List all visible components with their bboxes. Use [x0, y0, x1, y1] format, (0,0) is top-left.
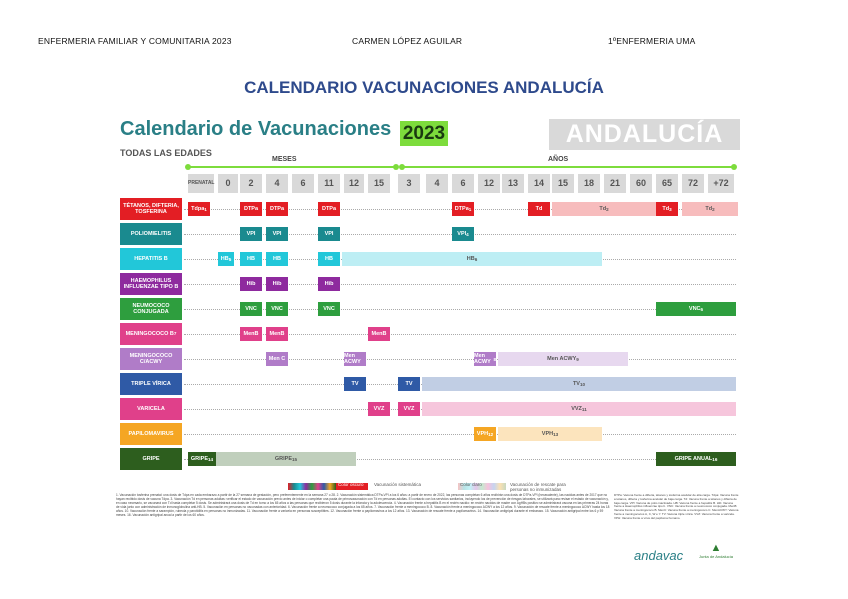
vaccine-3-1	[266, 277, 288, 291]
vaccine-note-0-6: 2	[606, 206, 609, 212]
vaccine-4-0	[240, 302, 262, 316]
vaccine-text-5-2: MenB	[371, 331, 387, 337]
age-col-16: 21	[604, 174, 626, 193]
vaccine-text-0-2: DTPa	[269, 206, 285, 212]
vaccine-10-2	[656, 452, 736, 466]
poster-subtitle: TODAS LAS EDADES	[120, 148, 212, 158]
vaccine-note-10-0: 14	[208, 456, 214, 462]
legend-dark-desc: Vacunación sistemática	[374, 482, 421, 487]
vaccine-note-8-2: 11	[581, 406, 587, 412]
vaccine-note-9-1: 13	[553, 431, 559, 437]
vaccine-text-2-4: HB	[466, 256, 475, 262]
row-label-text-7: TRIPLE VÍRICA	[131, 381, 171, 387]
vaccine-0-5	[528, 202, 550, 216]
row-label-1	[120, 223, 182, 245]
row-label-10	[120, 448, 182, 470]
poster-year: 2023	[400, 121, 448, 146]
vaccine-0-3	[318, 202, 340, 216]
vaccine-text-2-3: HB	[325, 256, 333, 262]
row-label-text-0: TÉTANOS, DIFTERIA, TOSFERINA	[123, 203, 179, 215]
vaccine-text-6-0: Men C	[268, 356, 286, 362]
vaccine-note-0-7: 3	[669, 206, 672, 212]
vaccine-note-10-1: 15	[292, 456, 298, 462]
vaccine-1-0	[240, 227, 262, 241]
age-col-9: 4	[426, 174, 448, 193]
vaccine-text-3-2: Hib	[324, 281, 334, 287]
vaccine-text-4-0: VNC	[245, 306, 257, 312]
age-col-19: 72	[682, 174, 704, 193]
age-col-5: 11	[318, 174, 340, 193]
vaccine-text-2-0: HB	[220, 256, 229, 262]
vaccine-0-8	[682, 202, 738, 216]
vaccine-text-3-0: Hib	[246, 281, 256, 287]
age-col-13: 14	[528, 174, 550, 193]
row-label-3	[120, 273, 182, 295]
vaccine-text-0-0: Tdpa	[191, 206, 205, 212]
legend-light-label: Color claro	[460, 482, 482, 487]
vaccine-0-2	[266, 202, 288, 216]
vaccine-text-5-1: MenB	[269, 331, 285, 337]
vaccine-note-6-2: 8	[493, 356, 496, 362]
years-group-label: AÑOS	[548, 156, 569, 163]
age-col-11: 12	[478, 174, 500, 193]
months-group-label: MESES	[272, 156, 297, 163]
vaccine-text-7-0: TV	[351, 381, 359, 387]
age-col-15: 18	[578, 174, 600, 193]
row-label-text-1: POLIOMIELITIS	[130, 231, 172, 237]
age-col-18: 65	[656, 174, 678, 193]
vaccine-note-7-2: 10	[579, 381, 586, 387]
vaccine-text-1-3: VPI	[457, 231, 467, 237]
row-label-text-3: HAEMOPHILUS INFLUENZAE TIPO B	[123, 278, 179, 290]
vaccine-2-3	[318, 252, 340, 266]
years-group-dot-start	[399, 164, 405, 170]
vaccine-text-1-0: VPI	[246, 231, 256, 237]
vaccine-note-0-8: 2	[712, 206, 715, 212]
row-label-text-5: MENINGOCOCO B	[125, 331, 174, 337]
legend-light-desc: Vacunación de rescate para personas no inmunizadas	[510, 482, 566, 492]
row-label-0	[120, 198, 182, 220]
poster-title: Calendario de Vacunaciones	[120, 118, 392, 140]
vaccine-text-0-6: Td	[599, 206, 607, 212]
vaccine-text-0-5: Td	[535, 206, 543, 212]
vaccine-10-0	[188, 452, 216, 466]
vaccine-text-7-1: TV	[405, 381, 413, 387]
glossary: DTPa: Vacuna frente a difteria, tétanos y tosferina acelular de alta carga. Tdpa: Vacuna frente a tétanos, difteria y tosferina acelular de baja carga. Td: Vacuna frente a tétanos y difteria de baja carga. VPI: Vacuna de polio inactivada. HB: Vacuna frente a hepatitis B. Hib: Vacuna frente a Haemophilus influenzae tipo b. VNC: Vacuna frente a neumococo conjugada. MenB: Vacuna frente a meningococo B. MenC: Vacuna frente a meningococo C. MenACWY: Vacuna frente a meningococos A, C, W e Y. TV: Vacuna triple vírica. VVZ: Vacuna frente a varicela. VPH: Vacuna frente a virus del papiloma humano.	[614, 493, 739, 520]
age-col-17: 60	[630, 174, 652, 193]
row-label-4	[120, 298, 182, 320]
vaccine-text-6-2: Men ACWY	[474, 353, 491, 365]
vaccine-text-8-2: VVZ	[571, 406, 582, 412]
vaccine-7-1	[398, 377, 420, 391]
row-label-6	[120, 348, 182, 370]
age-col-20: +72	[708, 174, 734, 193]
vaccine-10-1	[216, 452, 356, 466]
age-col-10: 6	[452, 174, 474, 193]
vaccine-note-0-0: 1	[204, 206, 207, 212]
age-col-2: 2	[240, 174, 262, 193]
vaccine-text-0-3: DTPa	[321, 206, 337, 212]
vaccine-text-1-2: VPI	[324, 231, 334, 237]
vaccine-text-5-0: MenB	[243, 331, 259, 337]
vaccine-7-0	[344, 377, 366, 391]
vaccine-note-2-0: 5	[228, 256, 232, 262]
row-label-note-5: 7	[173, 331, 177, 336]
vaccine-note-6-3: 9	[576, 356, 579, 362]
row-label-text-9: PAPILOMAVIRUS	[128, 431, 174, 437]
vaccine-8-2	[422, 402, 736, 416]
vaccine-text-6-3: Men ACWY	[547, 356, 577, 362]
vaccine-text-10-1: GRIPE	[274, 456, 293, 462]
vaccine-note-2-4: 6	[474, 256, 478, 262]
vaccine-text-6-1: Men ACWY	[344, 353, 361, 365]
vaccine-0-4	[452, 202, 474, 216]
row-label-text-8: VARICELA	[137, 406, 165, 412]
vaccine-1-1	[266, 227, 288, 241]
row-label-2	[120, 248, 182, 270]
header-center: CARMEN LÓPEZ AGUILAR	[352, 36, 463, 46]
row-label-text-4: NEUMOCOCO CONJUGADA	[132, 303, 170, 315]
vaccine-9-0	[474, 427, 496, 441]
vaccine-5-1	[266, 327, 288, 341]
vaccine-text-0-8: Td	[705, 206, 713, 212]
age-col-14: 15	[552, 174, 574, 193]
vaccine-note-0-4: 1	[468, 206, 472, 212]
vaccine-text-9-1: VPH	[541, 431, 554, 437]
poster-region: ANDALUCÍA	[549, 119, 740, 150]
age-col-0: PRENATAL	[188, 174, 214, 193]
years-group-dot-end	[731, 164, 737, 170]
vaccine-9-1	[498, 427, 602, 441]
vaccine-text-8-1: VVZ	[403, 406, 415, 412]
vaccine-3-2	[318, 277, 340, 291]
row-label-8	[120, 398, 182, 420]
footnotes: 1. Vacunación tosferina prenatal: una dosis de Tdpa en cada embarazo a partir de la 27 semana de gestación, pero preferentemente en la semana 27 o 28. 2. Vacunación sistemática DTPa-VPI a los 6 años: a partir de enero de 2022, las personas completan 6 años recibirán una dosis de DTPa-VPI (hexavalente), las nacidas antes de 2017 que no hayan recibido dosis de vacuna Tdpa. 3. Vacunación Td en personas adultas: verificar el estado de vacunación previo antes de iniciar o completar una pauta de primovacunación con Td en personas adultas. El contacto con los servicios sanitarios, incluyendo los de prevención de riesgos laborales, se utilizará para revisar el estado de vacunación y, en caso necesario, se vacunará con Td hasta completar 5 dosis. Se administrará una dosis de Td en torno a los 65 años a las personas que recibieron 5 dosis durante la infancia y la adolescencia. 4. Vacunación frente a hepatitis B en el recién nacido: en recién nacidos de madre con AgHBs positivo se administrará vacuna en las primeras 24 horas de vida junto con administración de inmunoglobulina anti-HB. 5. Vacunación en personas no vacunadas con anterioridad. 6. Vacunación frente a neumococo conjugada a los 65 años. 7. Vacunación frente a meningococo B. 8. Vacunación frente a meningococo ACWY a los 12 años. 9. Vacunación de rescate frente a meningococo ACWY hasta los 18 años. 10. Vacunación frente a sarampión, rubeola y parotiditis en personas no inmunizadas. 11. Vacunación frente a varicela en personas susceptibles. 12. Vacunación frente a papilomavirus a los 12 años. 13. Vacunación de rescate frente a papilomavirus. 14. Vacunación antigripal durante el embarazo. 15. Vacunación antigripal entre los 6 y 59 meses. 16. Vacunación antigripal anual a partir de los 60 años.	[116, 493, 610, 517]
legend-dark-swatch	[288, 483, 336, 490]
vaccine-text-0-4: DTPa	[454, 206, 469, 212]
vaccine-0-7	[656, 202, 678, 216]
vaccine-text-2-2: HB	[273, 256, 281, 262]
vaccine-4-1	[266, 302, 288, 316]
vaccine-note-10-2: 16	[712, 456, 718, 462]
vaccine-5-0	[240, 327, 262, 341]
vaccine-1-2	[318, 227, 340, 241]
vaccine-4-3	[656, 302, 736, 316]
age-col-6: 12	[344, 174, 364, 193]
vaccine-0-1	[240, 202, 262, 216]
vaccine-text-9-0: VPH	[476, 431, 489, 437]
vaccination-calendar-poster	[112, 116, 744, 568]
vaccine-2-0	[218, 252, 234, 266]
vaccine-note-9-0: 12	[488, 431, 494, 437]
age-col-4: 6	[292, 174, 314, 193]
header-left: ENFERMERIA FAMILIAR Y COMUNITARIA 2023	[38, 36, 232, 46]
vaccine-8-0	[368, 402, 390, 416]
vaccine-1-3	[452, 227, 474, 241]
row-label-text-2: HEPATITIS B	[134, 256, 168, 262]
legend-dark-label: Color oscuro	[338, 482, 364, 487]
age-col-7: 15	[368, 174, 390, 193]
row-label-5	[120, 323, 182, 345]
age-col-1: 0	[218, 174, 238, 193]
age-col-3: 4	[266, 174, 288, 193]
vaccine-note-1-3: 4	[466, 231, 469, 237]
vaccine-text-4-1: VNC	[271, 306, 283, 312]
vaccine-2-4	[342, 252, 602, 266]
months-group-line	[188, 166, 396, 168]
andavac-logo: andavac	[634, 548, 684, 563]
vaccine-5-2	[368, 327, 390, 341]
age-col-12: 13	[502, 174, 524, 193]
row-label-text-6: MENINGOCOCO C/ACWY	[129, 353, 173, 365]
vaccine-text-7-2: TV	[572, 381, 580, 387]
junta-logo-text: Junta de Andalucía	[698, 554, 734, 559]
months-group-dot-start	[185, 164, 191, 170]
vaccine-text-10-2: GRIPE ANUAL	[674, 456, 713, 462]
vaccine-4-2	[318, 302, 340, 316]
vaccine-6-2	[474, 352, 496, 366]
vaccine-3-0	[240, 277, 262, 291]
vaccine-0-6	[552, 202, 656, 216]
page-title: CALENDARIO VACUNACIONES ANDALUCÍA	[244, 78, 604, 97]
vaccine-text-8-0: VVZ	[373, 406, 385, 412]
vaccine-8-1	[398, 402, 420, 416]
row-label-7	[120, 373, 182, 395]
vaccine-2-2	[266, 252, 288, 266]
vaccine-0-0	[188, 202, 210, 216]
vaccine-6-0	[266, 352, 288, 366]
vaccine-text-2-1: HB	[247, 256, 255, 262]
vaccine-text-0-1: DTPa	[243, 206, 259, 212]
vaccine-2-1	[240, 252, 262, 266]
vaccine-text-10-0: GRIPE	[190, 456, 209, 462]
vaccine-note-4-3: 6	[700, 306, 704, 312]
vaccine-text-1-1: VPI	[272, 231, 282, 237]
vaccine-6-3	[498, 352, 628, 366]
age-col-8: 3	[398, 174, 420, 193]
years-group-line	[402, 166, 734, 168]
vaccine-text-4-3: VNC	[688, 306, 701, 312]
row-label-text-10: GRIPE	[142, 456, 160, 462]
junta-andalucia-logo	[696, 542, 736, 559]
row-label-9	[120, 423, 182, 445]
vaccine-6-1	[344, 352, 366, 366]
vaccine-text-0-7: Td	[662, 206, 670, 212]
junta-logo-icon: ▲	[710, 542, 722, 554]
header-right: 1ºENFERMERIA UMA	[608, 36, 696, 46]
vaccine-7-2	[422, 377, 736, 391]
vaccine-text-4-2: VNC	[323, 306, 335, 312]
vaccine-text-3-1: Hib	[272, 281, 282, 287]
